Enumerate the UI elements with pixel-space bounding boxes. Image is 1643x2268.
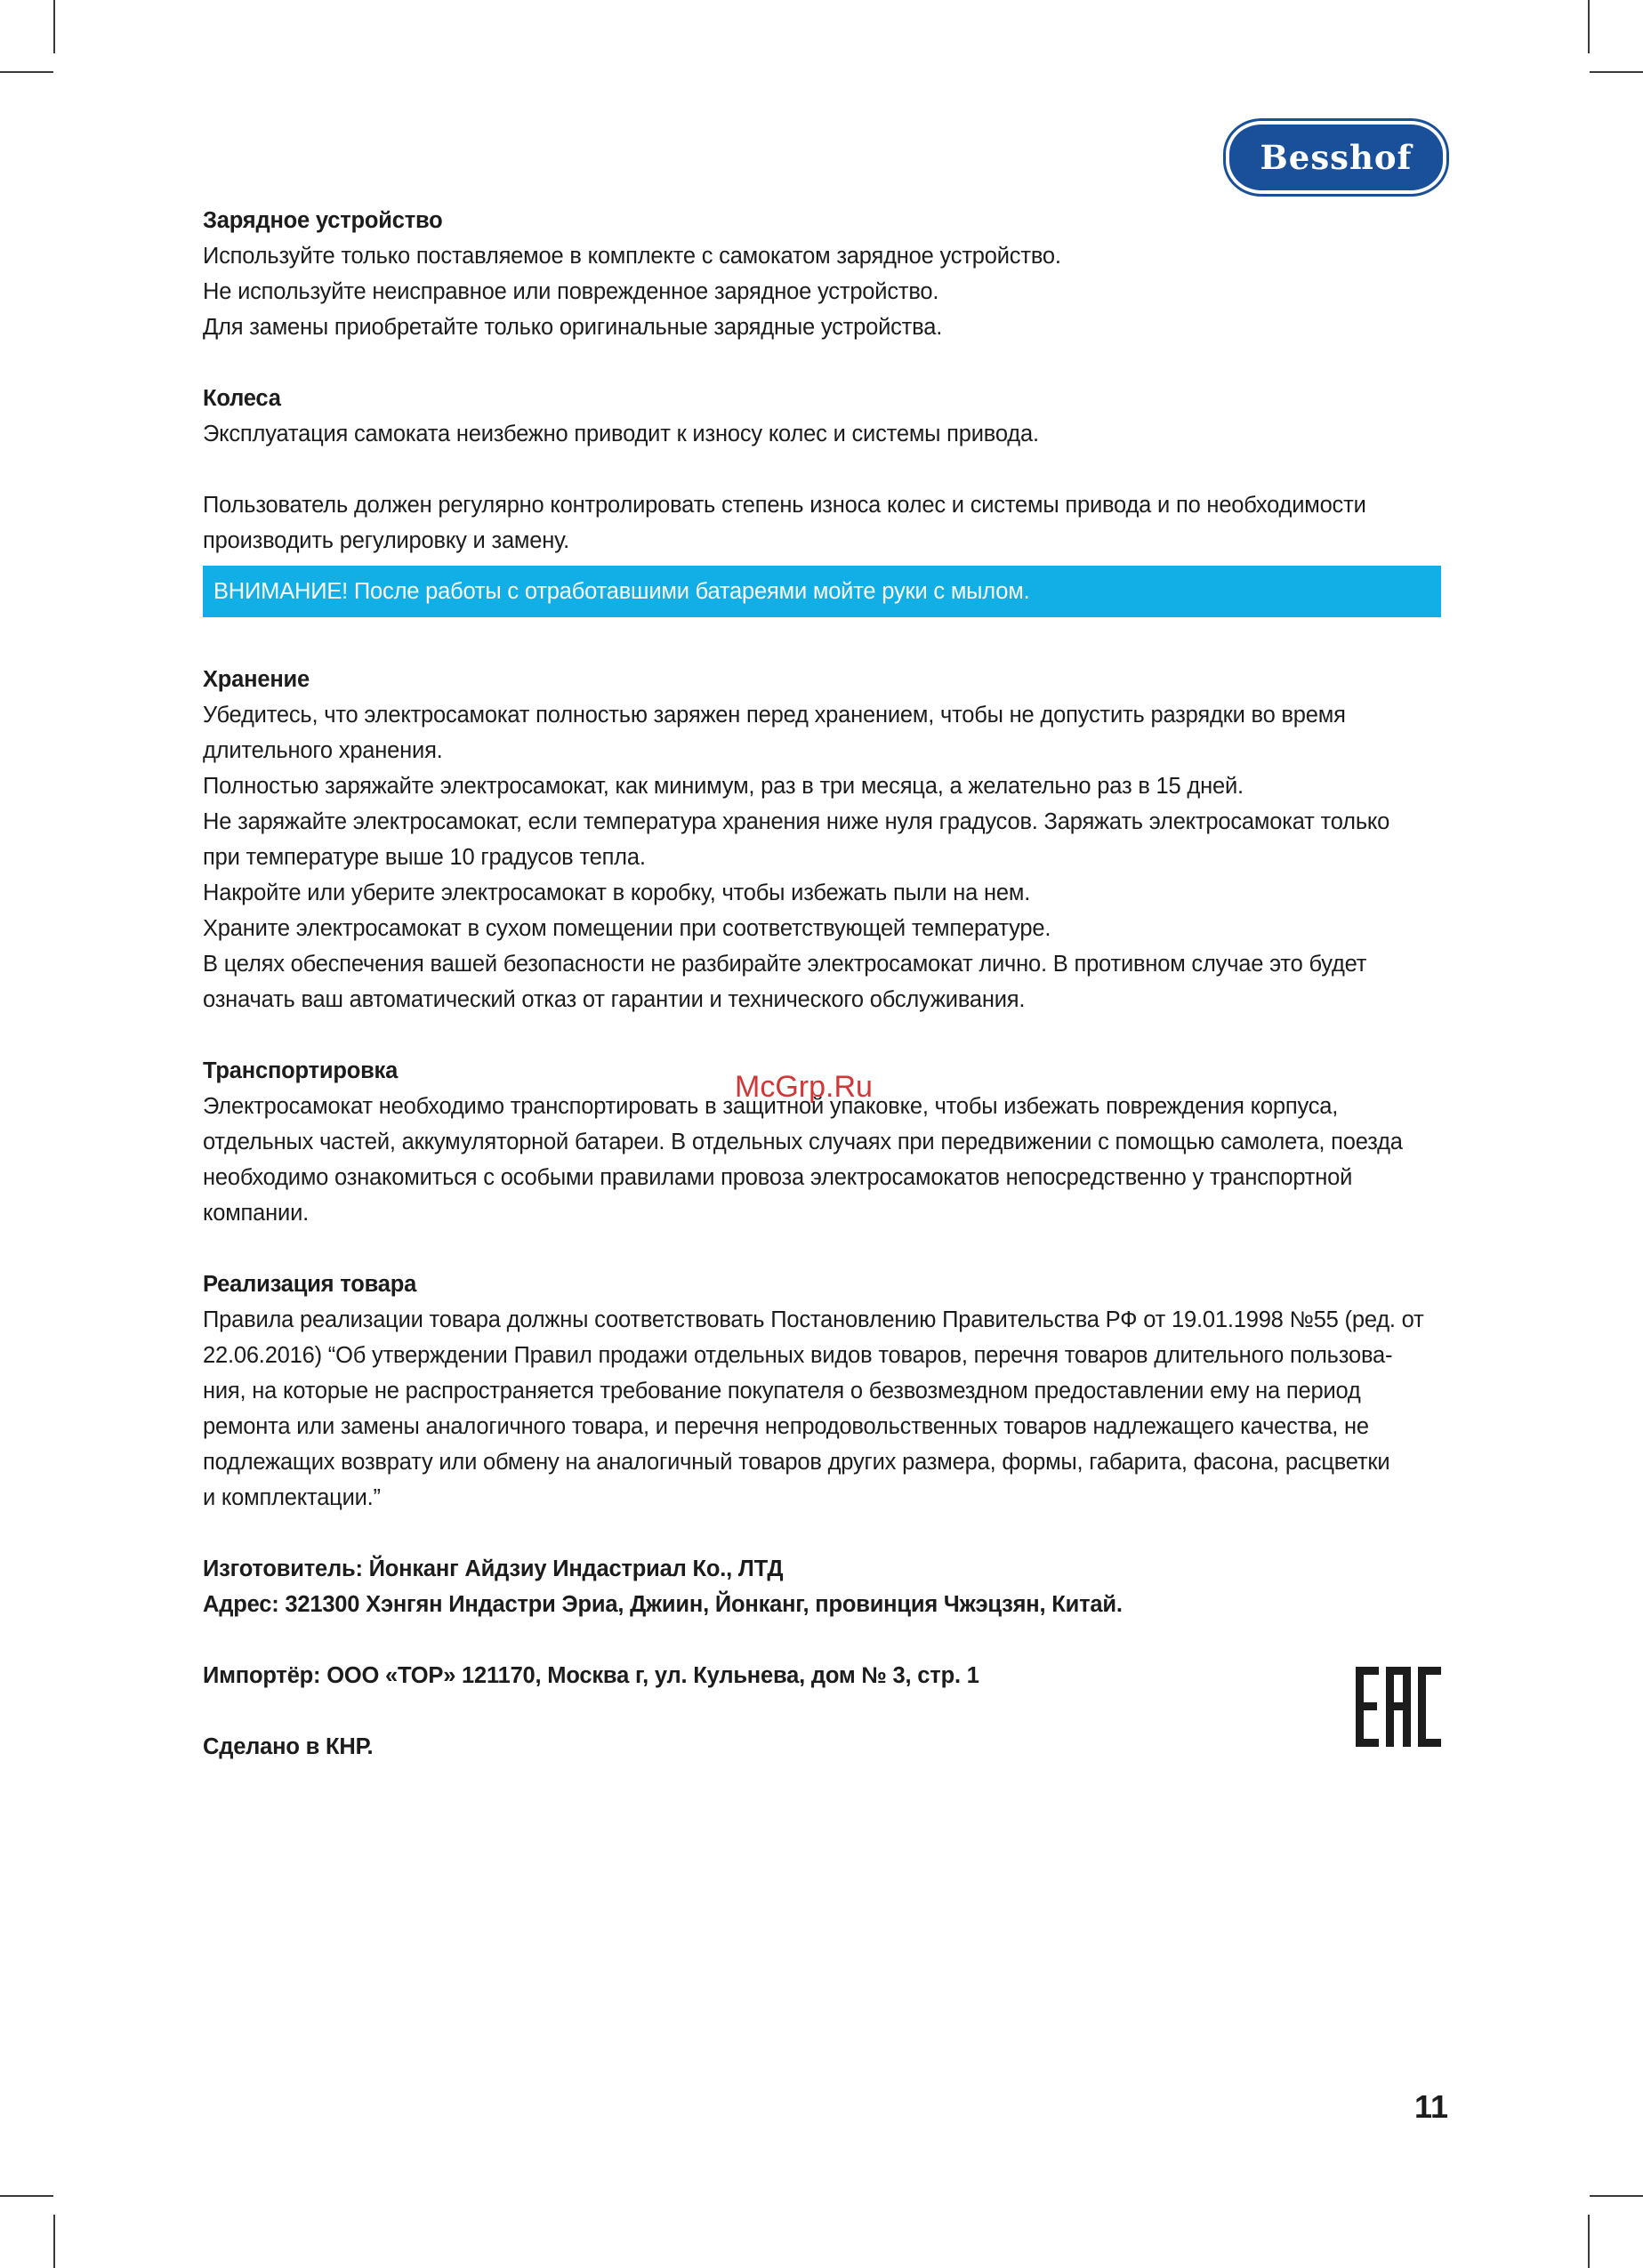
warning-text: ВНИМАНИЕ! После работы с отработавшими батареями мойте руки с мылом. [213, 579, 1030, 604]
paragraph-line: Используйте только поставляемое в комплекте с самокатом зарядное устройство. [203, 244, 1061, 269]
crop-mark [53, 2215, 55, 2268]
page-content [203, 203, 1441, 1765]
importer-line: Импортёр: ООО «ТОР» 121170, Москва г, ул. Кульнева, дом № 3, стр. 1 [203, 1663, 979, 1688]
paragraph-line: ремонта или замены аналогичного товара, и перечня непродовольственных товаров надлежащего качества, не [203, 1414, 1369, 1439]
paragraph-line: Накройте или уберите электросамокат в коробку, чтобы избежать пыли на нем. [203, 881, 1031, 905]
paragraph-line: необходимо ознакомиться с особыми правилами провоза электросамокатов непосредственно у транспортной [203, 1165, 1353, 1190]
paragraph-line: ния, на которые не распространяется требование покупателя о безвозмездном предоставлении ему на период [203, 1379, 1361, 1403]
paragraph-line: Пользователь должен регулярно контролировать степень износа колес и системы привода и по необходимости [203, 493, 1366, 518]
paragraph-line: Убедитесь, что электросамокат полностью заряжен перед хранением, чтобы не допустить разрядки во время [203, 703, 1346, 728]
crop-mark [1588, 0, 1590, 53]
paragraph-line: Полностью заряжайте электросамокат, как минимум, раз в три месяца, а желательно раз в 15 дней. [203, 774, 1244, 799]
paragraph-line: производить регулировку и замену. [203, 528, 570, 553]
manufacturer-line: Изготовитель: Йонканг Айдзиу Индастриал Ко., ЛТД [203, 1556, 784, 1581]
paragraph-line: Не используйте неисправное или поврежденное зарядное устройство. [203, 279, 939, 304]
paragraph-line: Правила реализации товара должны соответствовать Постановлению Правительства РФ от 19.01.1998 №55 (ред. от [203, 1307, 1424, 1332]
section-heading-transport: Транспортировка [203, 1058, 399, 1083]
crop-mark [0, 2195, 53, 2197]
paragraph-line: длительного хранения. [203, 738, 443, 763]
made-in-line: Сделано в КНР. [203, 1734, 374, 1759]
section-heading-sale: Реализация товара [203, 1272, 417, 1297]
section-heading-storage: Хранение [203, 667, 310, 692]
paragraph-line: Электросамокат необходимо транспортировать в защитной упаковке, чтобы избежать повреждения корпуса, [203, 1094, 1339, 1119]
page-number: 11 [1414, 2088, 1449, 2125]
crop-mark [53, 0, 55, 53]
crop-mark [1588, 2215, 1590, 2268]
paragraph-line: Для замены приобретайте только оригинальные зарядные устройства. [203, 315, 943, 340]
paragraph-line: подлежащих возврату или обмену на аналогичный товаров других размера, формы, габарита, фасона, расцветки [203, 1450, 1390, 1475]
warning-banner [203, 566, 1441, 617]
section-heading-charger: Зарядное устройство [203, 208, 443, 233]
address-line: Адрес: 321300 Хэнгян Индастри Эриа, Джиин, Йонканг, провинция Чжэцзян, Китай. [203, 1592, 1123, 1617]
paragraph-line: компании. [203, 1201, 310, 1226]
crop-mark [1590, 71, 1643, 73]
paragraph-line: Эксплуатация самоката неизбежно приводит к износу колес и системы привода. [203, 422, 1039, 446]
brand-logo [1226, 121, 1446, 194]
paragraph-line: отдельных частей, аккумуляторной батареи. В отдельных случаях при передвижении с помощью самолета, поезда [203, 1130, 1403, 1154]
paragraph-line: 22.06.2016) “Об утверждении Правил продажи отдельных видов товаров, перечня товаров длительного пользова- [203, 1343, 1393, 1368]
paragraph-line: означать ваш автоматический отказ от гарантии и технического обслуживания. [203, 987, 1026, 1012]
paragraph-line: и комплектации.” [203, 1485, 381, 1510]
eac-mark-icon [1356, 1667, 1441, 1747]
brand-logo-text: Besshof [1260, 138, 1413, 177]
crop-mark [1590, 2195, 1643, 2197]
paragraph-line: при температуре выше 10 градусов тепла. [203, 845, 646, 870]
paragraph-line: Не заряжайте электросамокат, если температура хранения ниже нуля градусов. Заряжать электросамокат только [203, 809, 1390, 834]
section-heading-wheels: Колеса [203, 386, 281, 411]
paragraph-line: Храните электросамокат в сухом помещении при соответствующей температуре. [203, 916, 1051, 941]
crop-mark [0, 71, 53, 73]
paragraph-line: В целях обеспечения вашей безопасности не разбирайте электросамокат лично. В противном случае это будет [203, 952, 1367, 977]
watermark: McGrp.Ru [735, 1070, 873, 1104]
